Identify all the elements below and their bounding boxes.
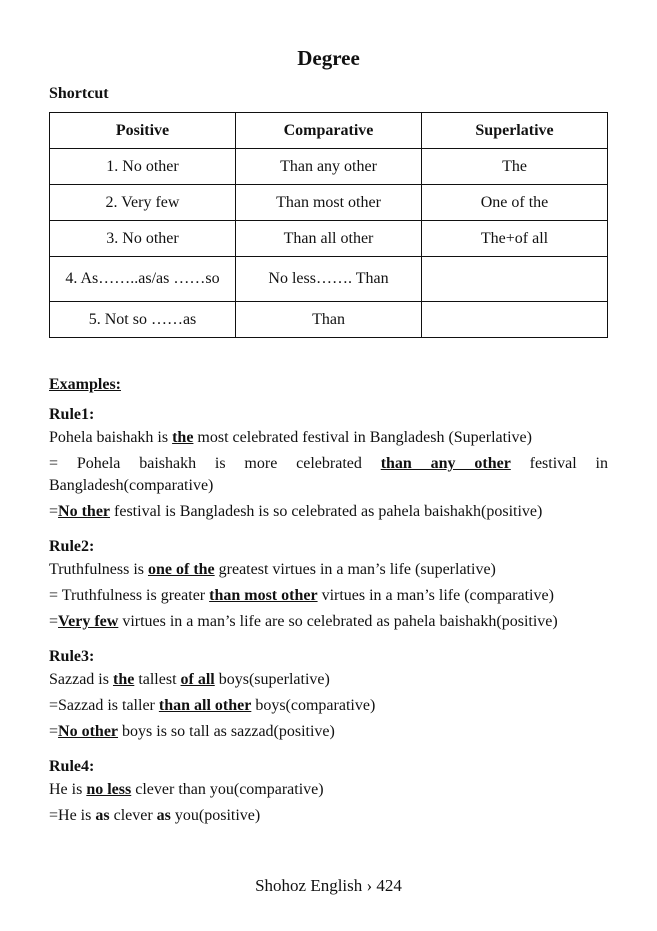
rule-4	[49, 757, 608, 827]
page-footer: Shohoz English › 424	[255, 876, 402, 895]
table-row	[50, 221, 608, 257]
example-sentence: =He is as clever as you(positive)	[49, 807, 261, 824]
table-cell: 3. No other	[50, 221, 236, 257]
table-row	[50, 149, 608, 185]
example-sentence: He is no less clever than you(comparative)	[49, 781, 324, 798]
example-sentence: Pohela baishakh is the most celebrated festival in Bangladesh (Superlative)	[49, 429, 532, 446]
example-sentence: =No ther festival is Bangladesh is so celebrated as pahela baishakh(positive)	[49, 503, 543, 520]
example-sentence: = Truthfulness is greater than most other virtues in a man’s life (comparative)	[49, 587, 554, 604]
table-row	[50, 185, 608, 221]
rule-2	[49, 537, 608, 633]
header-positive: Positive	[50, 113, 236, 149]
table-cell: Than	[236, 302, 422, 338]
rule-heading: Rule1:	[49, 406, 95, 423]
table-cell: Than all other	[236, 221, 422, 257]
table-cell: 2. Very few	[50, 185, 236, 221]
header-superlative: Superlative	[422, 113, 608, 149]
table-cell: The	[422, 149, 608, 185]
examples-heading: Examples:	[49, 376, 121, 393]
degree-table	[49, 112, 608, 338]
table-cell: Than most other	[236, 185, 422, 221]
example-sentence: = Pohela baishakh is more celebrated than any other festival in Bangladesh(comparative)	[49, 455, 608, 494]
table-cell: No less……. Than	[236, 257, 422, 302]
section-subtitle: Shortcut	[49, 85, 109, 102]
example-sentence: =Very few virtues in a man’s life are so celebrated as pahela baishakh(positive)	[49, 613, 558, 630]
rule-heading: Rule4:	[49, 758, 95, 775]
example-sentence: Sazzad is the tallest of all boys(superlative)	[49, 671, 330, 688]
rule-heading: Rule3:	[49, 648, 95, 665]
table-cell: The+of all	[422, 221, 608, 257]
header-comparative: Comparative	[236, 113, 422, 149]
table-cell: 4. As……..as/as ……so	[50, 257, 236, 302]
table-cell: 1. No other	[50, 149, 236, 185]
table-cell	[422, 257, 608, 302]
rule-1	[49, 405, 608, 523]
table-cell: One of the	[422, 185, 608, 221]
table-header-row	[50, 113, 608, 149]
example-sentence: =Sazzad is taller than all other boys(comparative)	[49, 697, 376, 714]
example-sentence: =No other boys is so tall as sazzad(positive)	[49, 723, 335, 740]
table-cell	[422, 302, 608, 338]
page-title: Degree	[297, 46, 360, 70]
rules-list	[49, 405, 608, 841]
table-cell: Than any other	[236, 149, 422, 185]
rule-heading: Rule2:	[49, 538, 95, 555]
table-cell: 5. Not so ……as	[50, 302, 236, 338]
rule-3	[49, 647, 608, 743]
table-row	[50, 302, 608, 338]
example-sentence: Truthfulness is one of the greatest virtues in a man’s life (superlative)	[49, 561, 496, 578]
table-row	[50, 257, 608, 302]
